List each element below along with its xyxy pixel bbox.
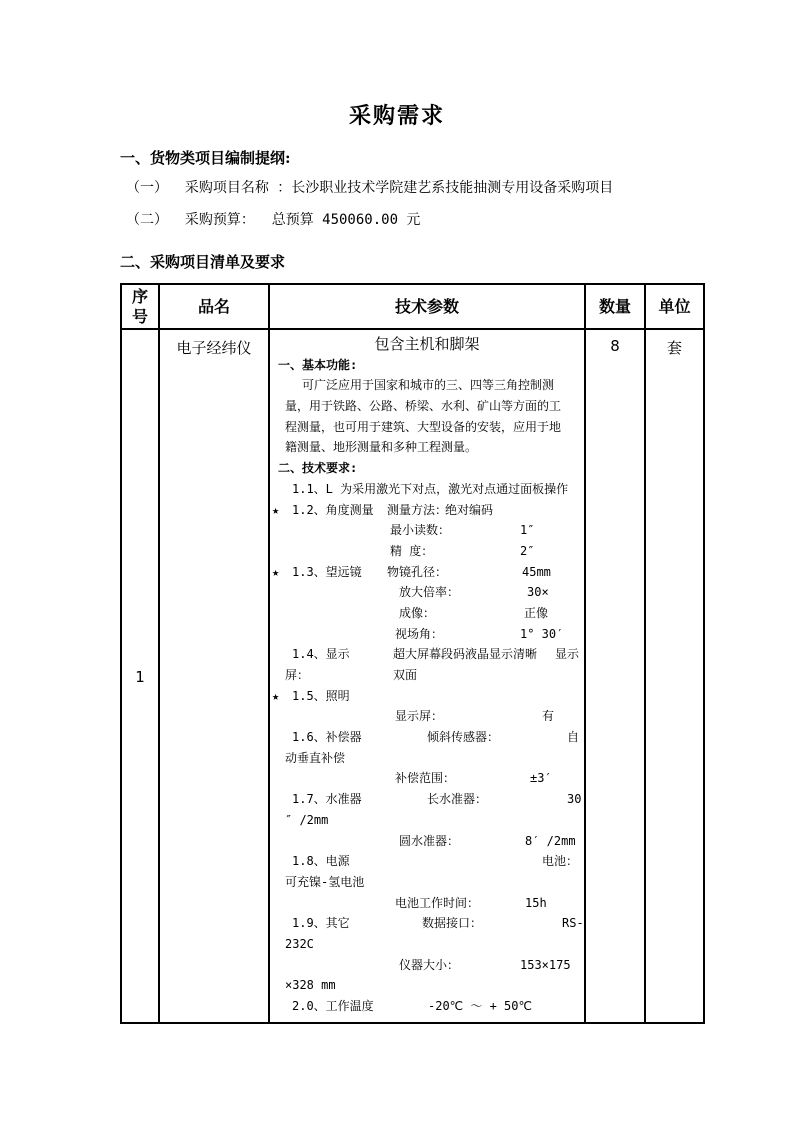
spec-text: 1.8、电源: [292, 854, 350, 869]
spec-text: 232C: [285, 936, 314, 951]
spec-text: 8′ /2mm: [525, 833, 576, 848]
spec-line: [270, 975, 584, 996]
spec-line: [270, 789, 584, 810]
section1-item-budget: （二） 采购预算： 总预算 450060.00 元: [126, 212, 421, 228]
table-header-tech-params: 技术参数: [270, 285, 586, 328]
spec-line: [270, 872, 584, 893]
spec-text: 测量方法：: [387, 502, 448, 517]
spec-text: 1″: [520, 523, 535, 538]
spec-text: 1.1、L 为采用激光下对点，激光对点通过面板操作: [292, 481, 569, 496]
section1-heading: 一、货物类项目编制提纲:: [120, 149, 291, 167]
spec-text: 电池工作时间：: [395, 895, 480, 910]
spec-text: 电池：: [542, 854, 579, 869]
spec-line: [270, 479, 584, 500]
spec-line: [270, 934, 584, 955]
spec-text: -20℃ ～ + 50℃: [428, 999, 532, 1013]
spec-text: 45mm: [522, 564, 551, 579]
spec-line: [270, 893, 584, 914]
spec-text: 1.7、水准器: [292, 792, 362, 807]
table-header-row: [122, 285, 703, 330]
spec-text: 可广泛应用于国家和城市的三、四等三角控制测: [302, 378, 555, 393]
spec-text: 153×175: [520, 957, 571, 972]
spec-text: 自: [567, 730, 580, 745]
spec-line: [270, 686, 584, 707]
spec-line: [270, 831, 584, 852]
spec-text: 成像：: [399, 605, 436, 620]
spec-line: [270, 562, 584, 583]
spec-text: 显示屏：: [395, 709, 444, 724]
spec-text: 放大倍率：: [399, 585, 460, 600]
spec-line: [270, 437, 584, 458]
row-no: 1: [122, 330, 160, 1024]
star-icon: ★: [272, 502, 280, 517]
spec-line: [270, 644, 584, 665]
star-icon: ★: [272, 688, 280, 703]
table-header-unit: 单位: [658, 296, 691, 316]
section1-item-project-name: （一） 采购项目名称 ：长沙职业技术学院建艺系技能抽测专用设备采购项目: [126, 180, 614, 196]
table-header-quantity: 数量: [586, 285, 646, 328]
spec-text: 15h: [525, 895, 547, 910]
row-quantity: 8: [586, 330, 646, 1024]
spec-line: [270, 748, 584, 769]
spec-text: ±3′: [530, 771, 552, 786]
spec-line: [270, 996, 584, 1017]
spec-line: [270, 624, 584, 645]
spec-text: 1.5、照明: [292, 688, 350, 703]
spec-text: 可充镍-氢电池: [285, 874, 365, 889]
spec-text: 补偿范围：: [395, 771, 456, 786]
spec-text: 精 度：: [390, 543, 434, 558]
star-icon: ★: [272, 564, 280, 579]
spec-text: 程测量，也可用于建筑、大型设备的安装，应用于地: [285, 419, 562, 434]
spec-line: [270, 665, 584, 686]
spec-text: 屏：: [285, 668, 310, 682]
spec-text: 1.3、望远镜: [292, 564, 362, 579]
spec-text: 1.6、补偿器: [292, 730, 362, 745]
spec-line: [270, 520, 584, 541]
spec-line: [270, 851, 584, 872]
spec-text: 超大屏幕段码液晶显示清晰: [393, 647, 538, 662]
spec-text: 30: [567, 792, 582, 807]
table-header-product-name: 品名: [160, 285, 270, 328]
spec-text: 籍测量、地形测量和多种工程测量。: [285, 440, 478, 455]
spec-text: 绝对编码: [445, 502, 494, 517]
spec-line: [270, 582, 584, 603]
procurement-table: [120, 283, 705, 1024]
spec-text: 数据接口：: [422, 916, 483, 931]
spec-line: [270, 375, 584, 396]
spec-line: [270, 458, 584, 479]
page-title: 采购需求: [348, 103, 445, 129]
table-row: [122, 330, 703, 1024]
spec-text: 显示: [555, 647, 580, 662]
spec-text: 量，用于铁路、公路、桥梁、水利、矿山等方面的工: [285, 399, 562, 414]
spec-text: 仪器大小：: [399, 957, 460, 972]
spec-text: 2.0、工作温度: [292, 999, 374, 1013]
spec-text: 动垂直补偿: [285, 750, 346, 765]
spec-line: [270, 955, 584, 976]
spec-text: 物镜孔径：: [387, 564, 448, 579]
spec-text: 1.4、显示: [292, 647, 350, 662]
spec-text: 30×: [527, 585, 549, 600]
spec-text: 倾斜传感器：: [427, 730, 500, 745]
section2-heading: 二、采购项目清单及要求: [120, 253, 286, 271]
spec-text: RS-: [562, 916, 584, 931]
spec-text: 1.2、角度测量: [292, 502, 374, 517]
spec-text: 长水准器：: [427, 792, 488, 807]
spec-text: 双面: [393, 668, 418, 682]
spec-text: 圆水准器：: [399, 833, 460, 848]
spec-line: [270, 541, 584, 562]
spec-line: [270, 810, 584, 831]
spec-line: [270, 768, 584, 789]
row-product-name: 电子经纬仪: [160, 330, 270, 1024]
spec-text: 正像: [524, 605, 549, 620]
spec-line: [270, 913, 584, 934]
spec-line: [270, 355, 584, 376]
spec-text: 有: [542, 709, 555, 724]
spec-text: 2″: [520, 543, 535, 558]
spec-text: 1.9、其它: [292, 916, 350, 931]
row-tech-params: [270, 330, 586, 1024]
spec-text: 一、基本功能:: [278, 357, 358, 372]
spec-line: [270, 706, 584, 727]
spec-title: 包含主机和脚架: [374, 335, 480, 353]
spec-line: [270, 603, 584, 624]
spec-text: 1° 30′: [520, 626, 564, 641]
spec-line: [270, 396, 584, 417]
spec-line: [270, 500, 584, 521]
table-header-no: 序号: [122, 285, 160, 328]
spec-text: ″ /2mm: [285, 812, 329, 827]
spec-text: 最小读数：: [390, 523, 451, 538]
spec-text: 视场角：: [395, 626, 444, 641]
row-unit: 套: [666, 339, 682, 357]
spec-line: [270, 727, 584, 748]
spec-line: [270, 417, 584, 438]
spec-text: ×328 mm: [285, 978, 336, 993]
spec-text: 二、技术要求:: [278, 461, 358, 476]
